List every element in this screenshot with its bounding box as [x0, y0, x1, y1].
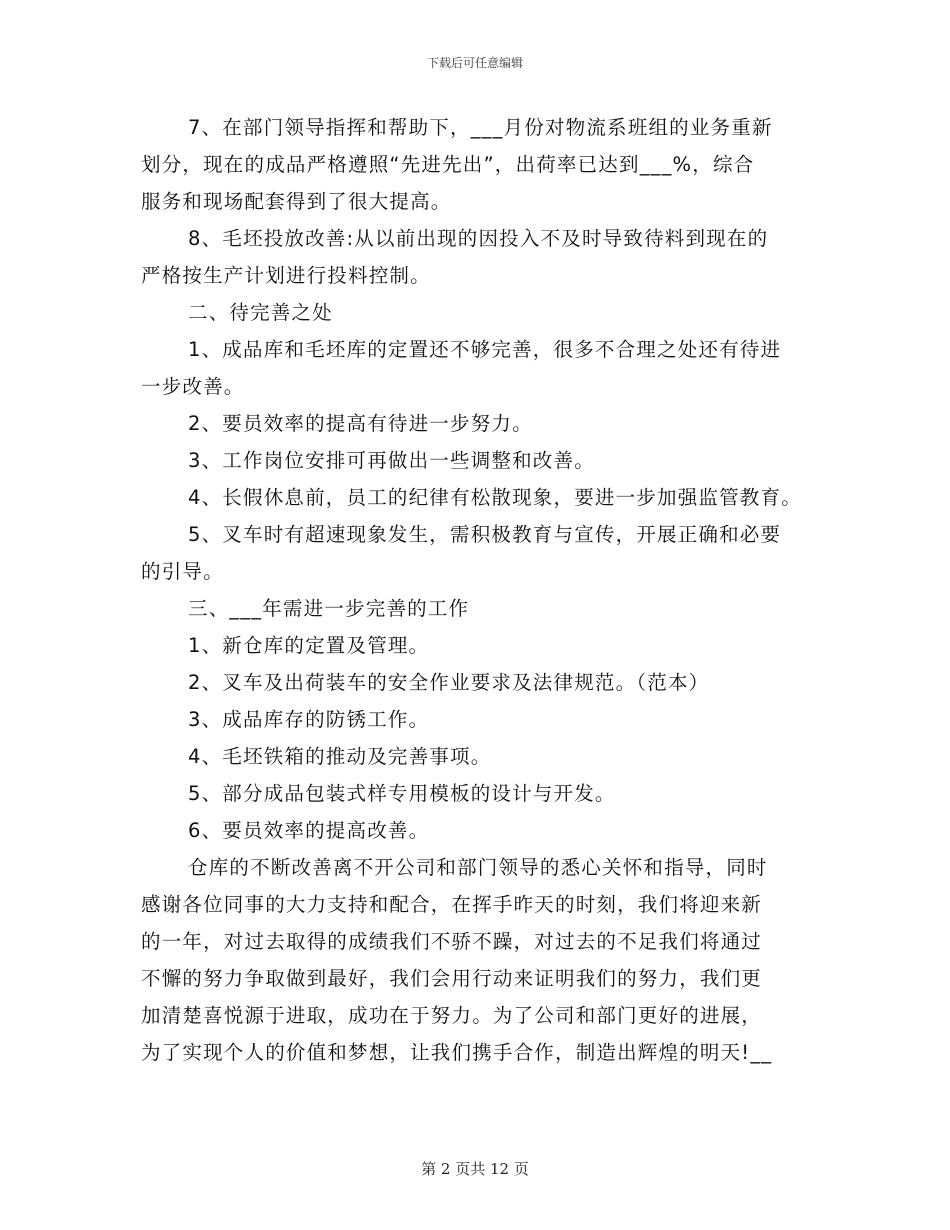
page-header: 下载后可任意编辑 — [426, 56, 523, 70]
paragraph-line: 7、在部门领导指挥和帮助下，___月份对物流系班组的业务重新 — [188, 116, 773, 139]
paragraph-line: 1、成品库和毛坯库的定置还不够完善，很多不合理之处还有待进 — [188, 338, 782, 361]
paragraph-line: 服务和现场配套得到了很大提高。 — [141, 190, 452, 213]
paragraph-line: 一步改善。 — [141, 375, 245, 398]
paragraph-line: 5、叉车时有超速现象发生，需积极教育与宣传，开展正确和必要 — [188, 523, 782, 546]
paragraph-line: 6、要员效率的提高改善。 — [188, 819, 430, 842]
paragraph-line: 为了实现个人的价值和梦想，让我们携手合作，制造出辉煌的明天!__ — [141, 1041, 773, 1064]
paragraph-line: 严格按生产计划进行投料控制。 — [141, 264, 431, 287]
paragraph-line: 4、毛坯铁箱的推动及完善事项。 — [188, 745, 492, 768]
paragraph-line: 4、长假休息前，员工的纪律有松散现象，要进一步加强监管教育。 — [188, 486, 802, 509]
section-heading: 二、待完善之处 — [188, 301, 333, 324]
paragraph-line: 8、毛坯投放改善:从以前出现的因投入不及时导致待料到现在的 — [188, 227, 769, 250]
section-heading: 三、___年需进一步完善的工作 — [188, 597, 470, 620]
paragraph-line: 感谢各位同事的大力支持和配合，在挥手昨天的时刻，我们将迎来新 — [141, 893, 763, 916]
paragraph-line: 2、叉车及出荷装车的安全作业要求及法律规范。（范本） — [188, 671, 710, 694]
paragraph-line: 2、要员效率的提高有待进一步努力。 — [188, 412, 533, 435]
paragraph-line: 5、部分成品包装式样专用模板的设计与开发。 — [188, 782, 616, 805]
paragraph-line: 划分，现在的成品严格遵照“先进先出”，出荷率已达到___%，综合 — [141, 153, 755, 176]
page-footer: 第 2 页共 12 页 — [421, 1160, 529, 1178]
paragraph-line: 3、工作岗位安排可再做出一些调整和改善。 — [188, 449, 595, 472]
paragraph-line: 的一年，对过去取得的成绩我们不骄不躁，对过去的不足我们将通过 — [141, 930, 763, 953]
paragraph-line: 加清楚喜悦源于进取，成功在于努力。为了公司和部门更好的进展， — [141, 1004, 763, 1027]
paragraph-line: 的引导。 — [141, 560, 224, 583]
paragraph-line: 3、成品库存的防锈工作。 — [188, 708, 430, 731]
document-body — [141, 109, 813, 1071]
paragraph-line: 1、新仓库的定置及管理。 — [188, 634, 430, 657]
paragraph-line: 不懈的努力争取做到最好，我们会用行动来证明我们的努力，我们更 — [141, 967, 763, 990]
paragraph-line: 仓库的不断改善离不开公司和部门领导的悉心关怀和指导，同时 — [188, 856, 768, 879]
